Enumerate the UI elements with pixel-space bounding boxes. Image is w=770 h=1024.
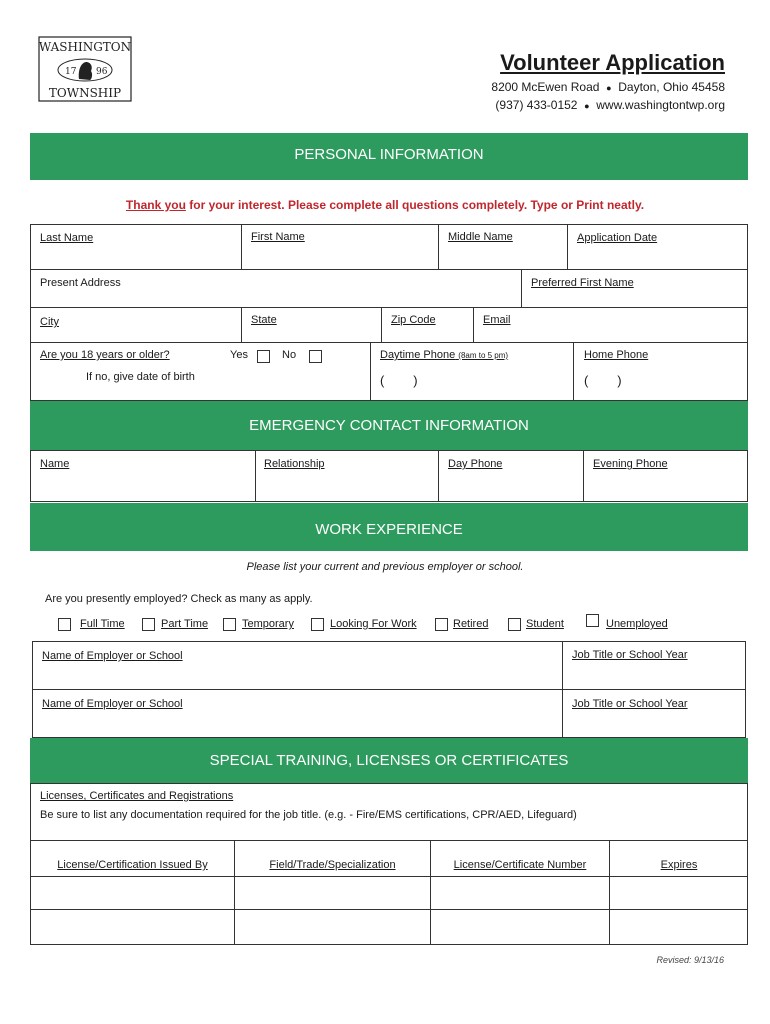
contact-line bbox=[495, 98, 725, 112]
first-name-label: First Name bbox=[251, 231, 305, 243]
zip-code-label: Zip Code bbox=[391, 314, 436, 326]
daytime-phone-paren: ( ) bbox=[380, 373, 418, 388]
license-table-row-divider bbox=[30, 909, 748, 910]
work-instruction: Please list your current and previous employer or school. bbox=[246, 561, 524, 573]
application-date-field[interactable] bbox=[567, 224, 748, 270]
licenses-field[interactable] bbox=[30, 783, 748, 841]
first-name-field[interactable] bbox=[241, 224, 439, 270]
employer-name-label-2: Name of Employer or School bbox=[42, 698, 183, 710]
bullet-icon: ● bbox=[584, 101, 590, 111]
city-field[interactable] bbox=[30, 307, 242, 343]
license-table-divider bbox=[609, 840, 610, 945]
looking-for-work-label: Looking For Work bbox=[330, 618, 417, 630]
employer-name-field-2[interactable] bbox=[32, 689, 563, 738]
license-table bbox=[30, 840, 748, 945]
birth-date-label: If no, give date of birth bbox=[86, 371, 195, 383]
part-time-checkbox[interactable] bbox=[142, 618, 155, 631]
work-experience-heading: WORK EXPERIENCE bbox=[30, 503, 748, 551]
student-checkbox[interactable] bbox=[508, 618, 521, 631]
preferred-first-name-label: Preferred First Name bbox=[531, 277, 634, 289]
expires-header: Expires bbox=[660, 859, 698, 871]
street-address: 8200 McEwen Road bbox=[491, 80, 600, 94]
township-website: www.washingtontwp.org bbox=[596, 98, 725, 112]
home-phone-field[interactable] bbox=[573, 342, 748, 401]
daytime-phone-label bbox=[380, 349, 508, 361]
yes-label: Yes bbox=[230, 349, 248, 361]
township-logo bbox=[38, 36, 132, 102]
home-phone-paren: ( ) bbox=[584, 373, 622, 388]
field-trade-header: Field/Trade/Specialization bbox=[269, 859, 396, 871]
revised-date: Revised: 9/13/16 bbox=[656, 955, 724, 965]
logo-year-right: 96 bbox=[96, 67, 108, 77]
employer-name-label-1: Name of Employer or School bbox=[42, 650, 183, 662]
licenses-label: Licenses, Certificates and Registrations bbox=[40, 790, 234, 802]
day-phone-field[interactable] bbox=[438, 450, 584, 502]
present-address-field[interactable] bbox=[30, 269, 522, 308]
employer-name-field-1[interactable] bbox=[32, 641, 563, 690]
preferred-first-name-field[interactable] bbox=[521, 269, 748, 308]
middle-name-label: Middle Name bbox=[448, 231, 513, 243]
student-label: Student bbox=[526, 618, 564, 630]
page-title: Volunteer Application bbox=[500, 50, 725, 75]
temporary-label: Temporary bbox=[242, 618, 294, 630]
no-label: No bbox=[282, 349, 297, 361]
email-field[interactable] bbox=[473, 307, 748, 343]
relationship-label: Relationship bbox=[264, 458, 325, 470]
license-table-divider bbox=[234, 840, 235, 945]
emergency-name-field[interactable] bbox=[30, 450, 256, 502]
daytime-hours: (8am to 5 pm) bbox=[458, 351, 509, 360]
full-time-label: Full Time bbox=[80, 618, 125, 630]
job-title-label-1: Job Title or School Year bbox=[572, 649, 688, 661]
day-phone-label: Day Phone bbox=[448, 458, 503, 470]
intro-thank-you: Thank you bbox=[125, 198, 186, 212]
township-phone: (937) 433-0152 bbox=[495, 98, 578, 112]
intro-rest: for your interest. Please complete all questions completely. Type or Print neatly. bbox=[185, 198, 645, 212]
full-time-checkbox[interactable] bbox=[58, 618, 71, 631]
job-title-field-1[interactable] bbox=[562, 641, 746, 690]
looking-for-work-checkbox[interactable] bbox=[311, 618, 324, 631]
emergency-name-label: Name bbox=[40, 458, 70, 470]
last-name-label: Last Name bbox=[40, 232, 94, 244]
job-title-field-2[interactable] bbox=[562, 689, 746, 738]
middle-name-field[interactable] bbox=[438, 224, 568, 270]
age-question-area bbox=[30, 342, 371, 401]
employed-question: Are you presently employed? Check as many as apply. bbox=[45, 593, 313, 605]
age-question-label: Are you 18 years or older? bbox=[40, 349, 170, 361]
logo-bottom-text: TOWNSHIP bbox=[48, 86, 122, 100]
evening-phone-label: Evening Phone bbox=[593, 458, 668, 470]
state-field[interactable] bbox=[241, 307, 382, 343]
logo-top-text: WASHINGTON bbox=[38, 40, 132, 54]
home-phone-label: Home Phone bbox=[584, 349, 649, 361]
issued-by-header: License/Certification Issued By bbox=[57, 859, 208, 871]
part-time-label: Part Time bbox=[161, 618, 209, 630]
license-table-divider bbox=[430, 840, 431, 945]
unemployed-label: Unemployed bbox=[606, 618, 668, 630]
present-address-label: Present Address bbox=[40, 277, 121, 289]
unemployed-checkbox[interactable] bbox=[586, 614, 599, 627]
bullet-icon: ● bbox=[606, 83, 612, 93]
job-title-label-2: Job Title or School Year bbox=[572, 698, 688, 710]
training-heading: SPECIAL TRAINING, LICENSES OR CERTIFICATES bbox=[30, 738, 748, 784]
licenses-note: Be sure to list any documentation required for the job title. (e.g. - Fire/EMS certifications, CPR/AED, Lifeguard) bbox=[40, 809, 577, 821]
personal-info-heading: PERSONAL INFORMATION bbox=[30, 133, 748, 180]
address-line bbox=[491, 80, 725, 94]
yes-checkbox[interactable] bbox=[257, 350, 270, 363]
license-number-header: License/Certificate Number bbox=[453, 859, 587, 871]
temporary-checkbox[interactable] bbox=[223, 618, 236, 631]
daytime-phone-text: Daytime Phone bbox=[380, 349, 456, 361]
emergency-contact-heading: EMERGENCY CONTACT INFORMATION bbox=[30, 401, 748, 451]
license-table-row-divider bbox=[30, 876, 748, 877]
city-state-zip: Dayton, Ohio 45458 bbox=[618, 80, 725, 94]
state-label: State bbox=[251, 314, 277, 326]
city-label: City bbox=[40, 316, 59, 328]
evening-phone-field[interactable] bbox=[583, 450, 748, 502]
retired-label: Retired bbox=[453, 618, 489, 630]
zip-code-field[interactable] bbox=[381, 307, 474, 343]
application-date-label: Application Date bbox=[577, 232, 658, 244]
retired-checkbox[interactable] bbox=[435, 618, 448, 631]
no-checkbox[interactable] bbox=[309, 350, 322, 363]
relationship-field[interactable] bbox=[255, 450, 439, 502]
intro-text bbox=[0, 198, 770, 212]
email-label: Email bbox=[483, 314, 511, 326]
daytime-phone-field[interactable] bbox=[370, 342, 574, 401]
logo-year-left: 17 bbox=[65, 67, 77, 77]
last-name-field[interactable] bbox=[30, 224, 242, 270]
